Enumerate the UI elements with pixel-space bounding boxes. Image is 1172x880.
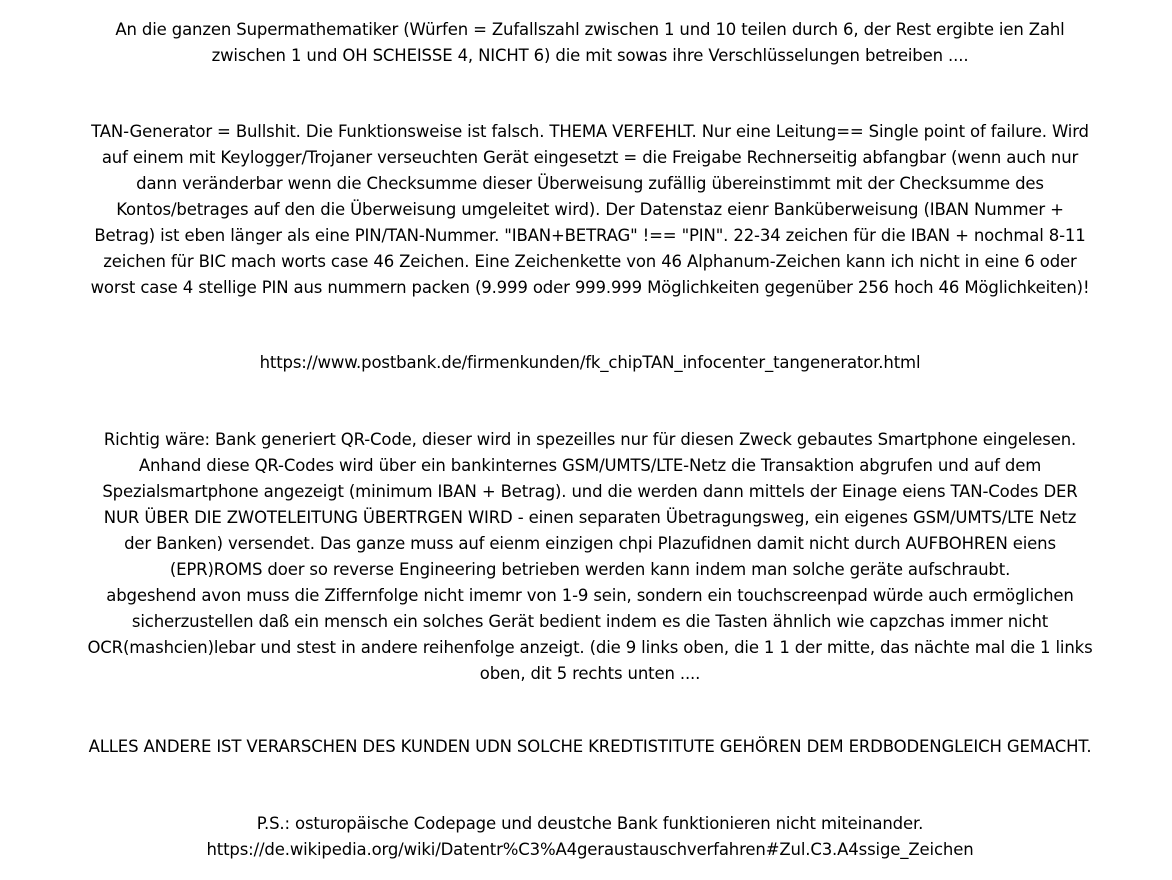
text-line: NUR ÜBER DIE ZWOTELEITUNG ÜBERTRGEN WIRD - einen separaten Übetragungsweg, ein eigenes GSM/UMTS/LTE Netz (103, 508, 1077, 527)
text-line: zwischen 1 und OH SCHEISSE 4, NICHT 6) die mit sowas ihre Verschlüsselungen betreiben .... (211, 46, 969, 65)
paragraph-tan-generator (40, 119, 1140, 301)
text-line: sicherzustellen daß ein mensch ein solches Gerät bedient indem es die Tasten ähnlich wie capzchas immer nicht (131, 612, 1049, 631)
text-line: OCR(mashcien)lebar und stest in andere reihenfolge anzeigt. (die 9 links oben, die 1 1 der mitte, das nächte mal die 1 links (87, 638, 1093, 657)
text-line: worst case 4 stellige PIN aus nummern packen (9.999 oder 999.999 Möglichkeiten gegenüber 256 hoch 46 Möglichkeiten)! (90, 278, 1090, 297)
paragraph-conclusion (40, 734, 1140, 760)
paragraph-dice-math (40, 17, 1140, 69)
text-line: Anhand diese QR-Codes wird über ein bankinternes GSM/UMTS/LTE-Netz die Transaktion abgrufen und auf dem (138, 456, 1042, 475)
text-line: Kontos/betrages auf den die Überweisung umgeleitet wird). Der Datenstaz eienr Banküberweisung (IBAN Nummer + (116, 200, 1064, 219)
text-line: P.S.: osturopäische Codepage und deustche Bank funktionieren nicht miteinander. (256, 814, 924, 833)
paragraph-postbank-url (40, 350, 1140, 376)
text-line: Spezialsmartphone angezeigt (minimum IBAN + Betrag). und die werden dann mittels der Einage eiens TAN-Codes DER (102, 482, 1078, 501)
text-line: Betrag) ist eben länger als eine PIN/TAN-Nummer. "IBAN+BETRAG" !== "PIN". 22-34 zeichen für die IBAN + nochmal 8-11 (94, 226, 1086, 245)
text-line: Richtig wäre: Bank generiert QR-Code, dieser wird in spezeilles nur für diesen Zweck gebautes Smartphone eingelesen. (103, 430, 1077, 449)
text-line: (EPR)ROMS doer so reverse Engineering betrieben werden kann indem man solche geräte aufschraubt. (169, 560, 1011, 579)
paragraph-proposal (40, 427, 1140, 687)
wikipedia-url-text: https://de.wikipedia.org/wiki/Datentr%C3%A4geraustauschverfahren#Zul.C3.A4ssige_Zeichen (206, 840, 974, 859)
text-line: oben, dit 5 rechts unten .... (479, 664, 701, 683)
text-line: dann veränderbar wenn die Checksumme dieser Überweisung zufällig übereinstimmt mit der Checksumme des (136, 174, 1044, 193)
text-line: auf einem mit Keylogger/Trojaner verseuchten Gerät eingesetzt = die Freigabe Rechnerseitig abfangbar (wenn auch nur (101, 148, 1079, 167)
paragraph-postscript (40, 811, 1140, 863)
text-line: abgeshend avon muss die Ziffernfolge nicht imemr von 1-9 sein, sondern ein touchscreenpad würde auch ermöglichen (106, 586, 1074, 605)
text-line: An die ganzen Supermathematiker (Würfen = Zufallszahl zwischen 1 und 10 teilen durch 6, der Rest ergibte ien Zahl (115, 20, 1065, 39)
text-line: TAN-Generator = Bullshit. Die Funktionsweise ist falsch. THEMA VERFEHLT. Nur eine Leitung== Single point of failure. Wird (91, 122, 1089, 141)
text-line: zeichen für BIC mach worts case 46 Zeichen. Eine Zeichenkette von 46 Alphanum-Zeichen kann ich nicht in eine 6 oder (103, 252, 1077, 271)
text-line: der Banken) versendet. Das ganze muss auf eienm einzigen chpi Plazufidnen damit nicht durch AUFBOHREN eiens (124, 534, 1056, 553)
text-line: ALLES ANDERE IST VERARSCHEN DES KUNDEN UDN SOLCHE KREDTISTITUTE GEHÖREN DEM ERDBODENGLEICH GEMACHT. (88, 737, 1092, 756)
postbank-url-text: https://www.postbank.de/firmenkunden/fk_chipTAN_infocenter_tangenerator.html (259, 353, 921, 372)
